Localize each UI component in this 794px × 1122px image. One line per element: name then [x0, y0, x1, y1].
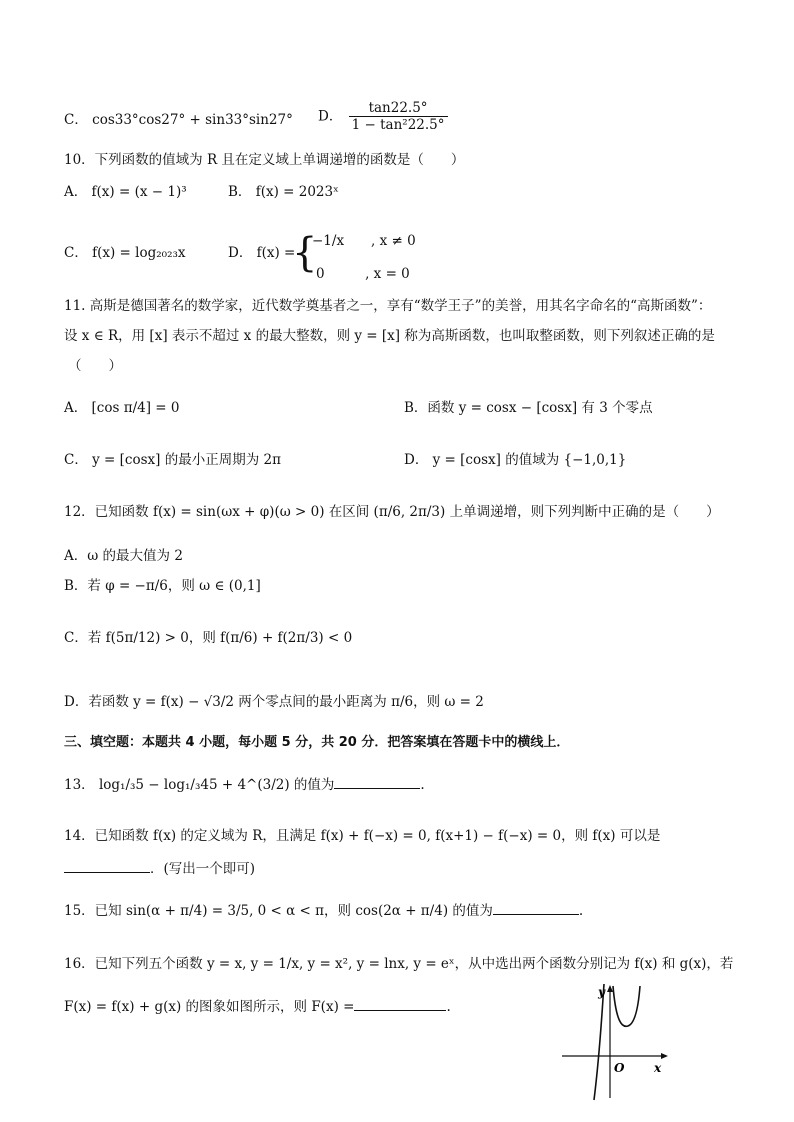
- q14-note: ．(写出一个即可): [150, 861, 256, 877]
- q16-text: F(x) = f(x) + g(x) 的图象如图所示，则 F(x) =: [64, 999, 355, 1015]
- curve-left-branch: [594, 984, 604, 1100]
- graph-x-label: x: [654, 1061, 662, 1075]
- q9-option-d-fraction: [349, 100, 448, 133]
- q9-option-c: [64, 110, 293, 130]
- x-axis-arrow: [661, 1053, 668, 1059]
- q9-option-d: [318, 100, 450, 133]
- q13-end: .: [420, 777, 425, 793]
- q10-stem: 10．下列函数的值域为 R 且在定义域上单调递增的函数是（ ）: [64, 152, 465, 168]
- q15-answer-blank[interactable]: [493, 900, 579, 915]
- q9-option-c-label: C．: [64, 112, 88, 128]
- q10-option-d-label: D． f(x) =: [228, 245, 296, 261]
- y-axis-arrow: [607, 985, 613, 992]
- q15-text: 15．已知 sin(α + π/4) = 3/5, 0 < α < π，则 cos(2α + π/4) 的值为: [64, 903, 493, 919]
- q12-option-d: D．若函数 y = f(x) − √3/2 两个零点间的最小距离为 π/6，则 ω = 2: [64, 694, 484, 710]
- q9-option-d-numerator: tan22.5°: [349, 100, 448, 117]
- q9-option-d-denominator: 1 − tan²22.5°: [351, 117, 445, 133]
- q16-end: .: [446, 999, 451, 1015]
- curve-right-branch: [613, 986, 640, 1026]
- q13-text: 13． log₁/₃5 − log₁/₃45 + 4^(3/2) 的值为: [64, 777, 335, 793]
- graph-y-label: y: [598, 985, 605, 999]
- q11-option-d: D． y = [cosx] 的值域为 {−1,0,1}: [404, 452, 627, 468]
- q10-option-d-brace: {: [292, 230, 318, 276]
- q11-option-c: C． y = [cosx] 的最小正周期为 2π: [64, 452, 281, 468]
- q11-option-a: A． [cos π/4] = 0: [64, 400, 180, 416]
- q14-line2: [64, 858, 255, 879]
- q16-answer-blank[interactable]: [354, 996, 446, 1011]
- q12-stem: 12．已知函数 f(x) = sin(ωx + φ)(ω > 0) 在区间 (π/6, 2π/3) 上单调递增，则下列判断中正确的是（ ）: [64, 504, 720, 520]
- q13-answer-blank[interactable]: [334, 774, 420, 789]
- graph-origin-label: O: [614, 1061, 625, 1075]
- q14-answer-blank[interactable]: [64, 858, 150, 873]
- q11-stem-line2: 设 x ∈ R，用 [x] 表示不超过 x 的最大整数，则 y = [x] 称为高斯函数，也叫取整函数，则下列叙述正确的是: [64, 328, 715, 344]
- q16-line1: 16．已知下列五个函数 y = x, y = 1/x, y = x², y = lnx, y = eˣ，从中选出两个函数分别记为 f(x) 和 g(x)，若: [64, 956, 734, 972]
- q15-end: .: [578, 903, 584, 919]
- q10-option-b: B． f(x) = 2023ˣ: [228, 184, 339, 200]
- q16-function-graph: [558, 982, 674, 1102]
- q11-stem-line3: （ ）: [68, 358, 122, 374]
- q14-line1: 14．已知函数 f(x) 的定义域为 R，且满足 f(x) + f(−x) = 0, f(x+1) − f(−x) = 0，则 f(x) 可以是: [64, 828, 661, 844]
- q12-option-b: B．若 φ = −π/6，则 ω ∈ (0,1]: [64, 578, 261, 594]
- q10-option-c: C． f(x) = log₂₀₂₃x: [64, 245, 186, 261]
- q10-option-d-case1: −1/x , x ≠ 0: [312, 233, 416, 249]
- q13: [64, 774, 425, 795]
- q12-option-a: A．ω 的最大值为 2: [64, 548, 183, 564]
- q9-option-d-label: D．: [318, 108, 343, 125]
- q12-option-c: C．若 f(5π/12) > 0，则 f(π/6) + f(2π/3) < 0: [64, 630, 353, 646]
- q10-option-a: A． f(x) = (x − 1)³: [64, 184, 187, 200]
- q9-option-c-expr: cos33°cos27° + sin33°sin27°: [92, 112, 293, 128]
- q11-option-b: B．函数 y = cosx − [cosx] 有 3 个零点: [404, 400, 653, 416]
- section-3-heading: 三、填空题：本题共 4 小题，每小题 5 分，共 20 分．把答案填在答题卡中的横线上．: [64, 735, 570, 750]
- q10-option-d-case2: 0 , x = 0: [316, 266, 410, 282]
- q16-line2: [64, 996, 451, 1017]
- q15: [64, 900, 583, 921]
- q11-stem-line1: 11. 高斯是德国著名的数学家，近代数学奠基者之一，享有“数学王子”的美誉，用其名字命名的“高斯函数”：: [64, 298, 712, 314]
